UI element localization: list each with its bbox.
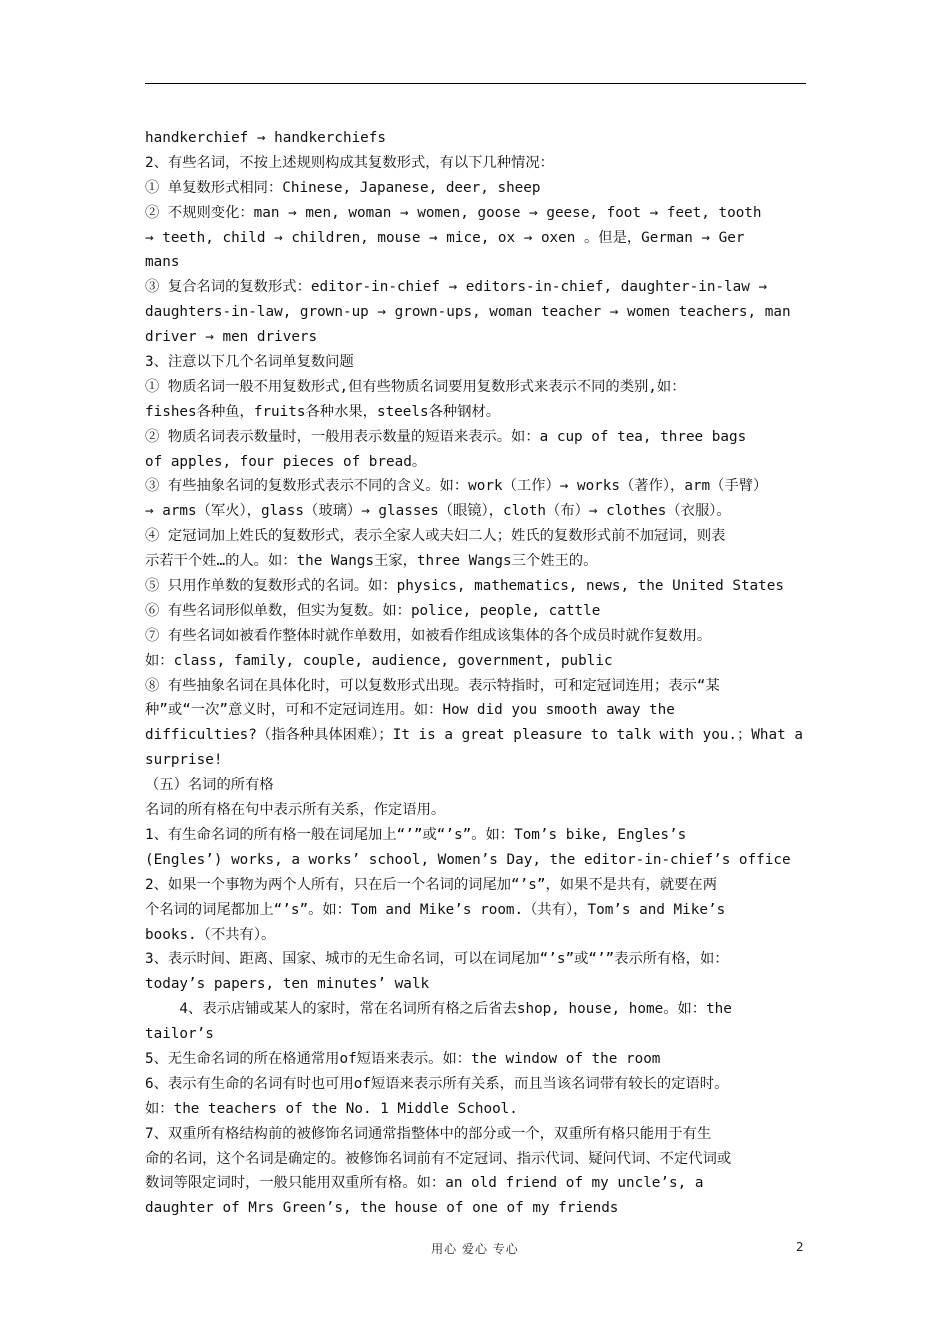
text-line: 命的名词，这个名词是确定的。被修饰名词前有不定冠词、指示代词、疑问代词、不定代词或 bbox=[145, 1150, 732, 1167]
text-line: ⑥ 有些名词形似单数，但实为复数。如：police, people, cattle bbox=[145, 602, 601, 619]
text-line: driver → men drivers bbox=[145, 329, 318, 346]
text-line: fishes各种鱼，fruits各种水果，steels各种钢材。 bbox=[145, 403, 501, 420]
text-line: 数词等限定词时，一般只能用双重所有格。如：an old friend of my uncle’s, a bbox=[145, 1175, 704, 1192]
text-line: 2、如果一个事物为两个人所有，只在后一个名词的词尾加“’s”，如果不是共有，就要在两 bbox=[145, 876, 718, 893]
text-line: 种”或“一次”意义时，可和不定冠词连用。如：How did you smooth away the bbox=[145, 702, 675, 719]
text-line: ③ 有些抽象名词的复数形式表示不同的含义。如：work（工作）→ works（著作），arm（手臂） bbox=[145, 478, 768, 495]
footer-slogan: 用心 爱心 专心 bbox=[431, 1242, 519, 1256]
text-line: today’s papers, ten minutes’ walk bbox=[145, 976, 430, 993]
text-line: (Engles’) works, a works’ school, Women’s Day, the editor-in-chief’s office bbox=[145, 851, 791, 868]
text-line: 6、表示有生命的名词有时也可用of短语来表示所有关系，而且当该名词带有较长的定语时。 bbox=[145, 1075, 729, 1092]
text-line: 3、表示时间、距离、国家、城市的无生命名词，可以在词尾加“’s”或“’”表示所有格，如： bbox=[145, 951, 729, 968]
text-line: ⑧ 有些抽象名词在具体化时，可以复数形式出现。表示特指时，可和定冠词连用；表示“某 bbox=[145, 677, 720, 694]
text-line: surprise! bbox=[145, 752, 223, 769]
text-line: 名词的所有格在句中表示所有关系，作定语用。 bbox=[145, 802, 446, 819]
header-rule bbox=[145, 83, 806, 84]
text-line: ① 物质名词一般不用复数形式,但有些物质名词要用复数形式来表示不同的类别,如： bbox=[145, 378, 686, 395]
text-line: handkerchief → handkerchiefs bbox=[145, 130, 387, 146]
text-line: ⑦ 有些名词如被看作整体时就作单数用，如被看作组成该集体的各个成员时就作复数用。 bbox=[145, 627, 712, 644]
text-line: daughters-in-law, grown-up → grown-ups, woman teacher → women teachers, man bbox=[145, 304, 791, 321]
text-line: ⑤ 只用作单数的复数形式的名词。如：physics, mathematics, news, the United States bbox=[145, 578, 784, 595]
text-line: difficulties?（指各种具体困难）；It is a great pleasure to talk with you.；What a bbox=[145, 727, 803, 744]
text-line: （五）名词的所有格 bbox=[145, 777, 274, 794]
text-line: ② 物质名词表示数量时，一般用表示数量的短语来表示。如：a cup of tea, three bags bbox=[145, 428, 747, 445]
text-line: tailor’s bbox=[145, 1026, 214, 1043]
page-number: 2 bbox=[796, 1240, 804, 1254]
text-line: → arms（军火），glass（玻璃）→ glasses（眼镜），cloth（布）→ clothes（衣服）。 bbox=[145, 503, 731, 520]
text-line: 个名词的词尾都加上“’s”。如：Tom and Mike’s room.（共有），Tom’s and Mike’s bbox=[145, 901, 726, 918]
text-line: 2、有些名词，不按上述规则构成其复数形式，有以下几种情况： bbox=[145, 154, 554, 171]
text-line: 7、双重所有格结构前的被修饰名词通常指整体中的部分或一个，双重所有格只能用于有生 bbox=[145, 1125, 712, 1142]
text-line: 3、注意以下几个名词单复数问题 bbox=[145, 354, 354, 371]
text-line: books.（不共有）。 bbox=[145, 926, 276, 943]
text-line: 5、无生命名词的所在格通常用of短语来表示。如：the window of the room bbox=[145, 1050, 661, 1067]
text-line: 示若干个姓…的人。如：the Wangs王家，three Wangs三个姓王的。 bbox=[145, 553, 598, 570]
text-line: daughter of Mrs Green’s, the house of one of my friends bbox=[145, 1200, 619, 1217]
text-line: mans bbox=[145, 254, 180, 271]
text-line: ① 单复数形式相同：Chinese, Japanese, deer, sheep bbox=[145, 179, 541, 196]
text-line: 4、表示店铺或某人的家时，常在名词所有格之后省去shop, house, home。如：the bbox=[145, 1001, 732, 1018]
text-line: 如：class, family, couple, audience, government, public bbox=[145, 652, 613, 669]
text-line: ② 不规则变化：man → men, woman → women, goose → geese, foot → feet, tooth bbox=[145, 204, 762, 221]
document-body bbox=[145, 126, 807, 1221]
text-line: ③ 复合名词的复数形式：editor-in-chief → editors-in-chief, daughter-in-law → bbox=[145, 279, 768, 296]
text-line: of apples, four pieces of bread。 bbox=[145, 453, 427, 470]
text-line: → teeth, child → children, mouse → mice, ox → oxen 。但是，German → Ger bbox=[145, 229, 745, 246]
text-line: ④ 定冠词加上姓氏的复数形式，表示全家人或夫妇二人；姓氏的复数形式前不加冠词，则表 bbox=[145, 528, 726, 545]
text-line: 1、有生命名词的所有格一般在词尾加上“’”或“’s”。如：Tom’s bike, Engles’s bbox=[145, 826, 687, 843]
text-line: 如：the teachers of the No. 1 Middle School. bbox=[145, 1100, 518, 1117]
